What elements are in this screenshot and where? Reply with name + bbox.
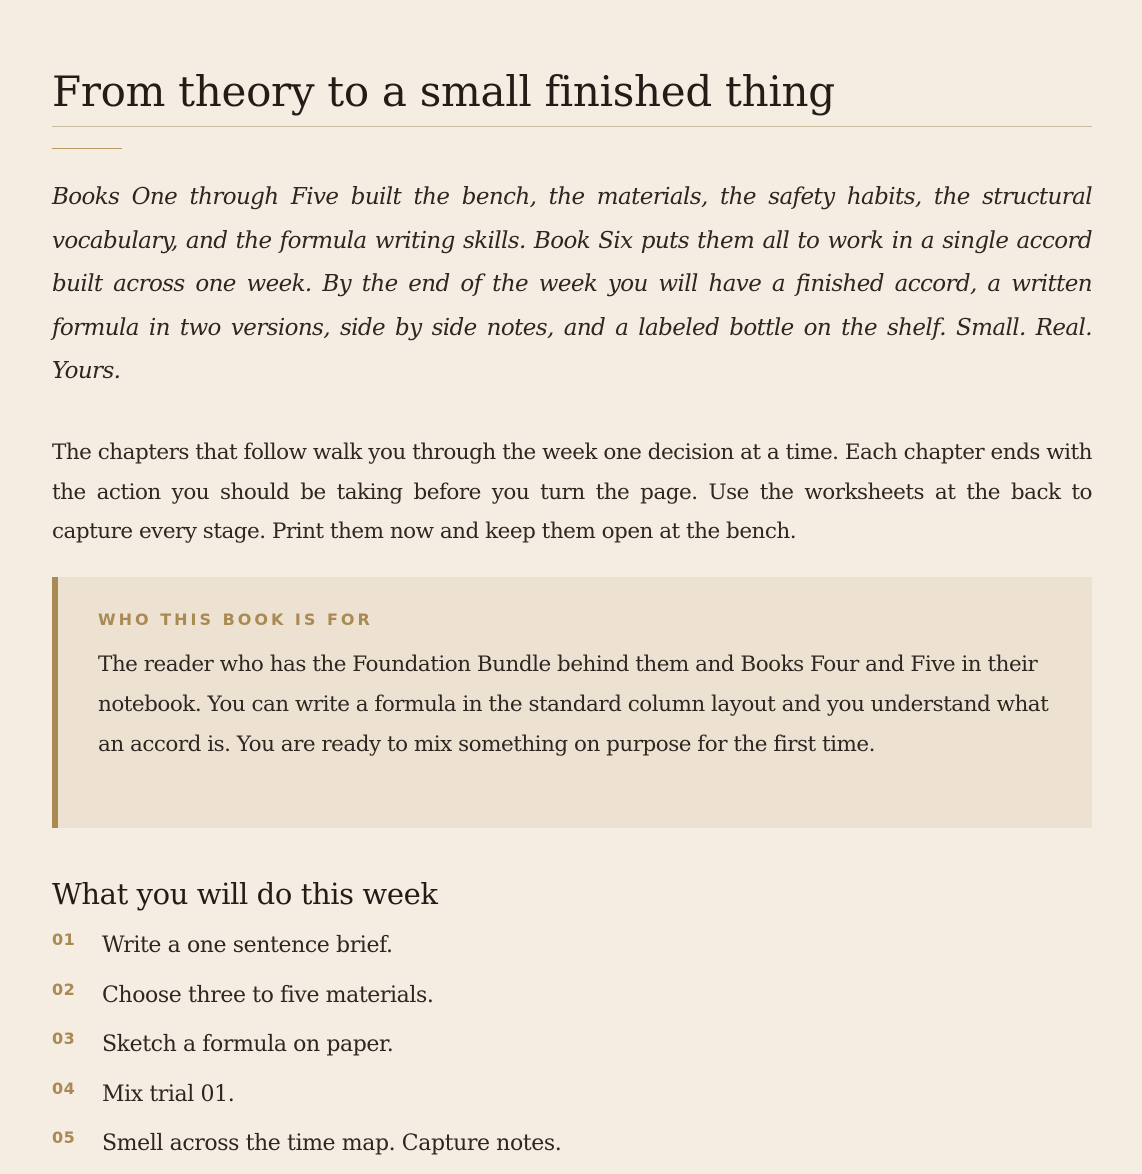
step-text: Choose three to five materials. (102, 982, 434, 1008)
step-number: 03 (52, 1029, 76, 1048)
page-title: From theory to a small finished thing (52, 67, 835, 116)
list-item (52, 1075, 1092, 1125)
step-number: 04 (52, 1078, 76, 1098)
step-text: Mix trial 01. (102, 1081, 235, 1107)
body-paragraph: The chapters that follow walk you through the week one decision at a time. Each chapter ends with the action you should be taking before you turn the page. Use the worksheets at the back to capture every stage. Print them now and keep them open at the bench. (52, 440, 1093, 544)
lede-paragraph: Books One through Five built the bench, the materials, the safety habits, the structural vocabulary, and the formula writing skills. Book Six puts them all to work in a single accord built across one week. By the end of the week you will have a finished accord, a written formula in two versions, side by side notes, and a labeled bottle on the shelf. Small. Real. Yours. (52, 184, 1092, 385)
step-text: Smell across the time map. Capture notes. (102, 1131, 562, 1156)
list-item (52, 1124, 1092, 1174)
accent-divider (52, 148, 122, 149)
audience-callout (52, 577, 1092, 828)
callout-text: The reader who has the Foundation Bundle behind them and Books Four and Five in their notebook. You can write a formula in the standard column layout and you understand what an accord is. You are ready to mix something on purpose for the first time. (98, 652, 1049, 757)
step-number: 05 (52, 1128, 76, 1147)
callout-label: WHO THIS BOOK IS FOR (98, 610, 373, 629)
step-text: Write a one sentence brief. (102, 933, 393, 958)
step-number: 02 (52, 979, 76, 999)
step-text: Sketch a formula on paper. (102, 1032, 394, 1057)
title-divider (52, 126, 1092, 127)
list-item (52, 1025, 1092, 1075)
step-number: 01 (52, 930, 76, 949)
section-heading: What you will do this week (52, 877, 438, 911)
list-item (52, 926, 1092, 976)
step-list (52, 926, 1092, 1174)
list-item (52, 976, 1092, 1026)
